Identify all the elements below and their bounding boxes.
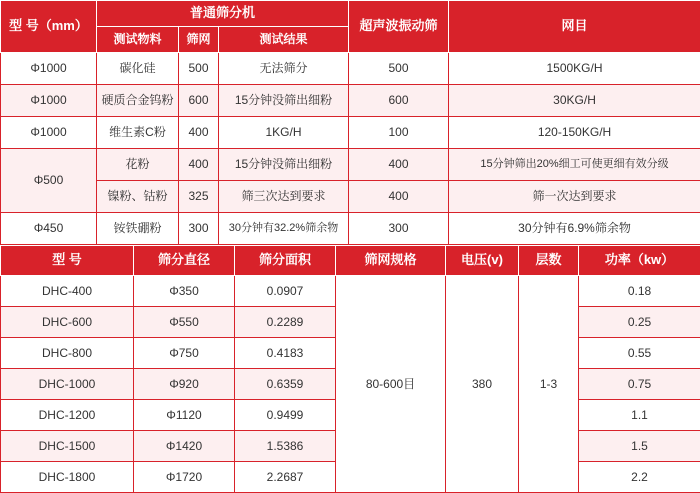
- cell-model: DHC-1500: [1, 431, 134, 462]
- cell-ultrasonic: 300: [349, 213, 449, 245]
- cell-result: 无法筛分: [219, 53, 349, 85]
- cell-material: 铵铁硼粉: [97, 213, 179, 245]
- cell-result: 30分钟有32.2%筛余物: [219, 213, 349, 245]
- cell-area: 0.9499: [235, 400, 336, 431]
- cell-diameter: Φ1120: [134, 400, 235, 431]
- cell-power: 0.25: [579, 307, 700, 338]
- cell-mesh: 400: [179, 117, 219, 149]
- header-voltage: 电压(v): [446, 246, 519, 276]
- cell-meshcount: 筛一次达到要求: [449, 181, 700, 213]
- cell-ultrasonic: 400: [349, 149, 449, 181]
- cell-model: Φ1000: [1, 53, 97, 85]
- cell-diameter: Φ550: [134, 307, 235, 338]
- table-row: [1, 213, 700, 245]
- cell-model: DHC-400: [1, 276, 134, 307]
- cell-material: 花粉: [97, 149, 179, 181]
- cell-mesh: 600: [179, 85, 219, 117]
- cell-ultrasonic: 400: [349, 181, 449, 213]
- header-screen-mesh: 筛网: [179, 27, 219, 53]
- cell-diameter: Φ1420: [134, 431, 235, 462]
- cell-model: DHC-800: [1, 338, 134, 369]
- cell-area: 0.2289: [235, 307, 336, 338]
- cell-power: 2.2: [579, 462, 700, 493]
- header-diameter: 筛分直径: [134, 246, 235, 276]
- header-ultrasonic-screener: 超声波振动筛: [349, 1, 449, 53]
- cell-mesh-spec: 80-600目: [336, 276, 446, 493]
- cell-meshcount: 30分钟有6.9%筛余物: [449, 213, 700, 245]
- cell-result: 15分钟没筛出细粉: [219, 149, 349, 181]
- cell-layers: 1-3: [519, 276, 579, 493]
- cell-diameter: Φ750: [134, 338, 235, 369]
- cell-model: DHC-600: [1, 307, 134, 338]
- cell-model: DHC-1200: [1, 400, 134, 431]
- cell-area: 2.2687: [235, 462, 336, 493]
- table-row: [1, 181, 700, 213]
- cell-meshcount: 30KG/H: [449, 85, 700, 117]
- cell-material: 维生素C粉: [97, 117, 179, 149]
- cell-power: 0.18: [579, 276, 700, 307]
- table-header-row: [1, 1, 700, 27]
- cell-area: 0.4183: [235, 338, 336, 369]
- cell-meshcount: 1500KG/H: [449, 53, 700, 85]
- table-row: [1, 85, 700, 117]
- cell-model: Φ1000: [1, 85, 97, 117]
- cell-mesh: 400: [179, 149, 219, 181]
- cell-model: Φ1000: [1, 117, 97, 149]
- cell-power: 1.5: [579, 431, 700, 462]
- header-mesh-spec: 筛网规格: [336, 246, 446, 276]
- comparison-table: [0, 0, 700, 245]
- cell-material: 镍粉、钴粉: [97, 181, 179, 213]
- cell-result: 1KG/H: [219, 117, 349, 149]
- cell-model: Φ450: [1, 213, 97, 245]
- cell-diameter: Φ350: [134, 276, 235, 307]
- header-normal-screener: 普通筛分机: [97, 1, 349, 27]
- header-test-result: 测试结果: [219, 27, 349, 53]
- cell-model: DHC-1000: [1, 369, 134, 400]
- cell-mesh: 500: [179, 53, 219, 85]
- cell-ultrasonic: 100: [349, 117, 449, 149]
- cell-mesh: 325: [179, 181, 219, 213]
- table-header-row: [1, 246, 700, 276]
- table-row: [1, 149, 700, 181]
- header-layers: 层数: [519, 246, 579, 276]
- cell-material: 硬质合金钨粉: [97, 85, 179, 117]
- cell-area: 0.6359: [235, 369, 336, 400]
- table-row: [1, 117, 700, 149]
- cell-power: 0.55: [579, 338, 700, 369]
- cell-meshcount: 15分钟筛出20%细工可使更细有效分级: [449, 149, 700, 181]
- cell-mesh: 300: [179, 213, 219, 245]
- cell-diameter: Φ1720: [134, 462, 235, 493]
- cell-diameter: Φ920: [134, 369, 235, 400]
- cell-meshcount: 120-150KG/H: [449, 117, 700, 149]
- header-area: 筛分面积: [235, 246, 336, 276]
- header-test-material: 测试物料: [97, 27, 179, 53]
- cell-area: 1.5386: [235, 431, 336, 462]
- header-model: 型 号: [1, 246, 134, 276]
- specification-table: [0, 245, 700, 493]
- header-model: 型 号（mm）: [1, 1, 97, 53]
- cell-model: DHC-1800: [1, 462, 134, 493]
- header-power: 功率（kw）: [579, 246, 700, 276]
- cell-ultrasonic: 600: [349, 85, 449, 117]
- header-mesh-count: 网目: [449, 1, 700, 53]
- cell-voltage: 380: [446, 276, 519, 493]
- cell-ultrasonic: 500: [349, 53, 449, 85]
- cell-material: 碳化硅: [97, 53, 179, 85]
- table-row: [1, 276, 700, 307]
- cell-result: 15分钟没筛出细粉: [219, 85, 349, 117]
- cell-power: 0.75: [579, 369, 700, 400]
- cell-model: Φ500: [1, 149, 97, 213]
- table-row: [1, 53, 700, 85]
- cell-result: 筛三次达到要求: [219, 181, 349, 213]
- cell-area: 0.0907: [235, 276, 336, 307]
- cell-power: 1.1: [579, 400, 700, 431]
